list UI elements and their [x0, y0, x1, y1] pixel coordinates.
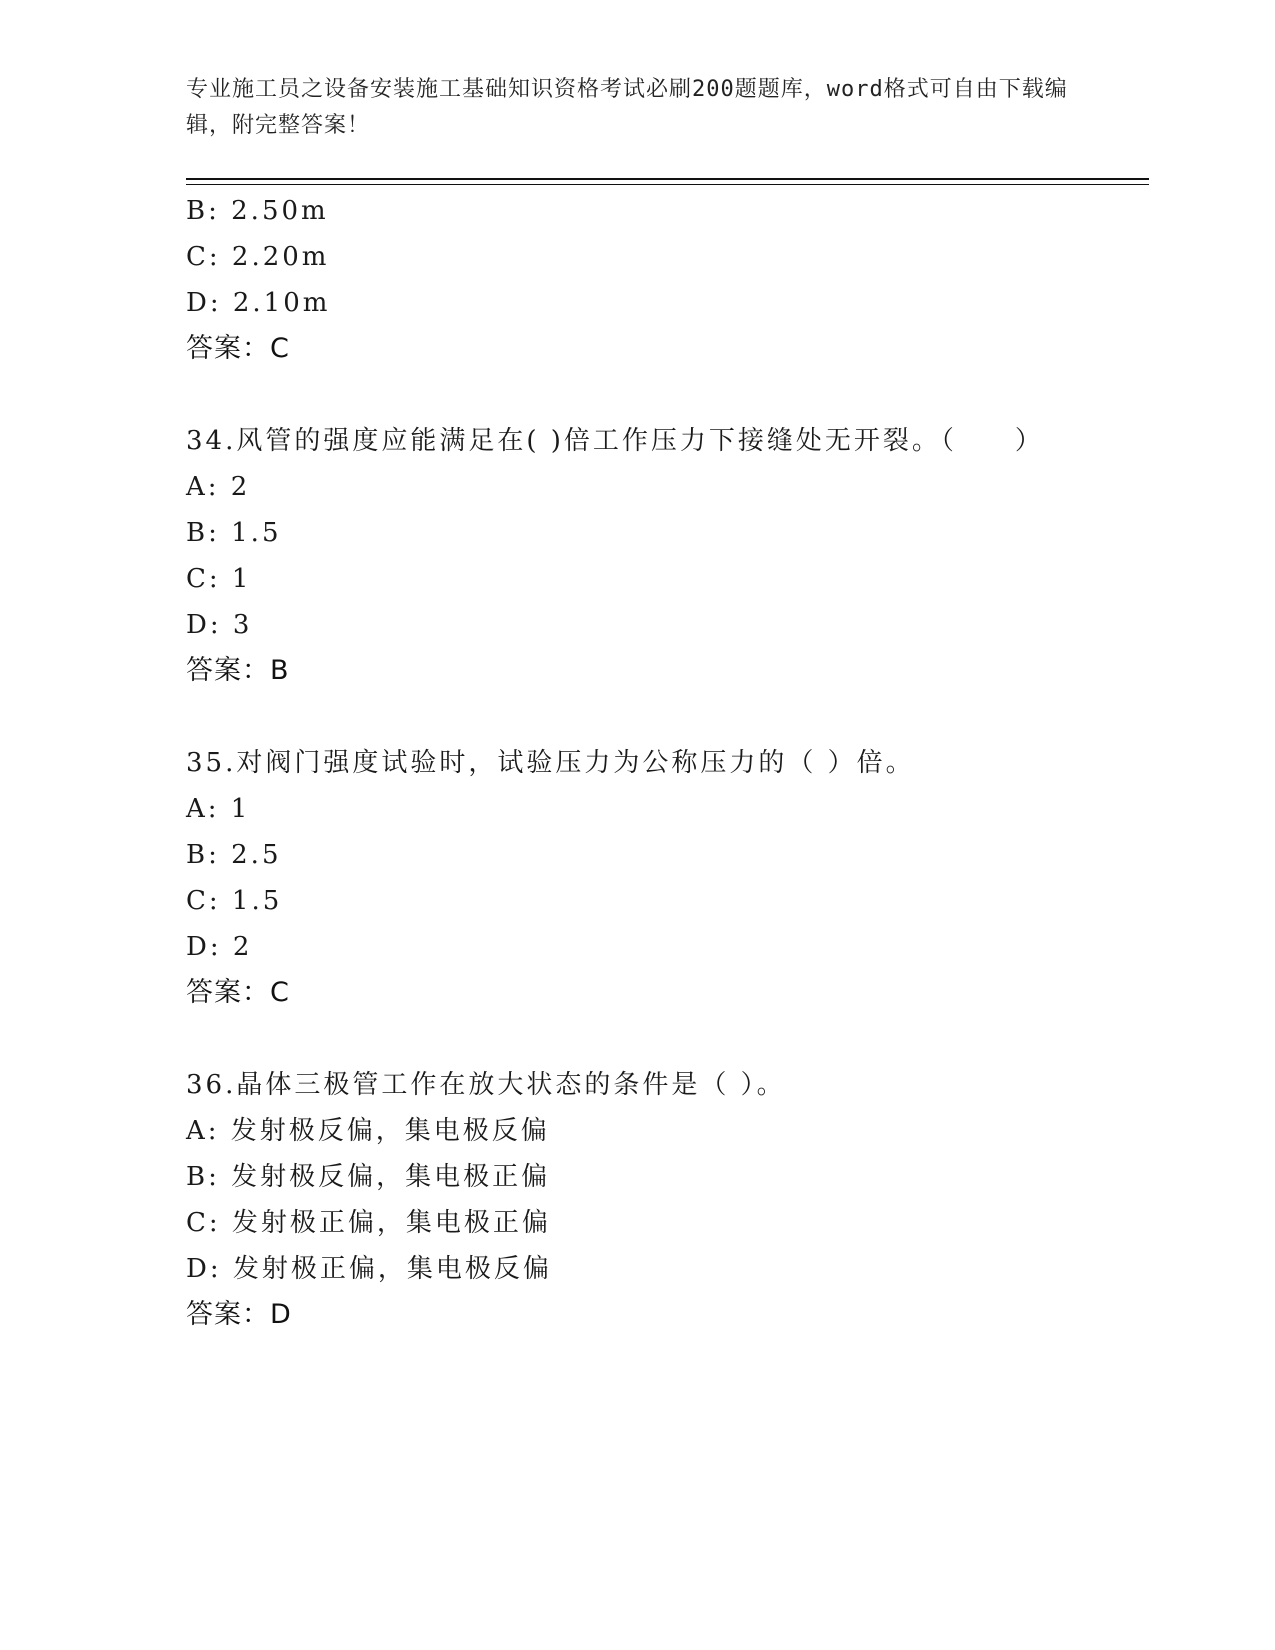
question-content: [186, 188, 1149, 1338]
option-d: D: 3: [186, 610, 253, 640]
option-b: B: 1.5: [186, 518, 282, 548]
option-d: D: 发射极正偏，集电极反偏: [186, 1254, 552, 1284]
option-d: D: 2: [186, 932, 253, 962]
option-b: B: 2.5: [186, 840, 282, 870]
option-b: B: 发射极反偏，集电极正偏: [186, 1162, 551, 1192]
answer-line: 答案：C: [186, 977, 290, 1008]
page-header: 专业施工员之设备安装施工基础知识资格考试必刷200题题库，word格式可自由下载编辑，附完整答案！: [186, 77, 1068, 138]
option-a: A: 发射极反偏，集电极反偏: [186, 1116, 550, 1146]
spacer: [186, 1016, 1149, 1062]
header-divider-thick: [186, 178, 1149, 180]
answer-line: 答案：C: [186, 333, 290, 364]
question-stem: 34.风管的强度应能满足在( )倍工作压力下接缝处无开裂。（ ）: [186, 426, 1044, 456]
option-c: C: 1: [186, 564, 252, 594]
header-divider-thin: [186, 184, 1149, 185]
option-b: B: 2.50m: [186, 196, 329, 226]
option-c: C: 发射极正偏，集电极正偏: [186, 1208, 551, 1238]
question-stem: 36.晶体三极管工作在放大状态的条件是（ ）。: [186, 1070, 786, 1100]
option-a: A: 1: [186, 794, 251, 824]
answer-line: 答案：B: [186, 655, 290, 686]
option-d: D: 2.10m: [186, 288, 331, 318]
option-c: C: 1.5: [186, 886, 283, 916]
spacer: [186, 694, 1149, 740]
question-stem: 35.对阀门强度试验时，试验压力为公称压力的（ ）倍。: [186, 748, 915, 778]
spacer: [186, 372, 1149, 418]
answer-line: 答案：D: [186, 1299, 292, 1330]
option-a: A: 2: [186, 472, 251, 502]
option-c: C: 2.20m: [186, 242, 330, 272]
